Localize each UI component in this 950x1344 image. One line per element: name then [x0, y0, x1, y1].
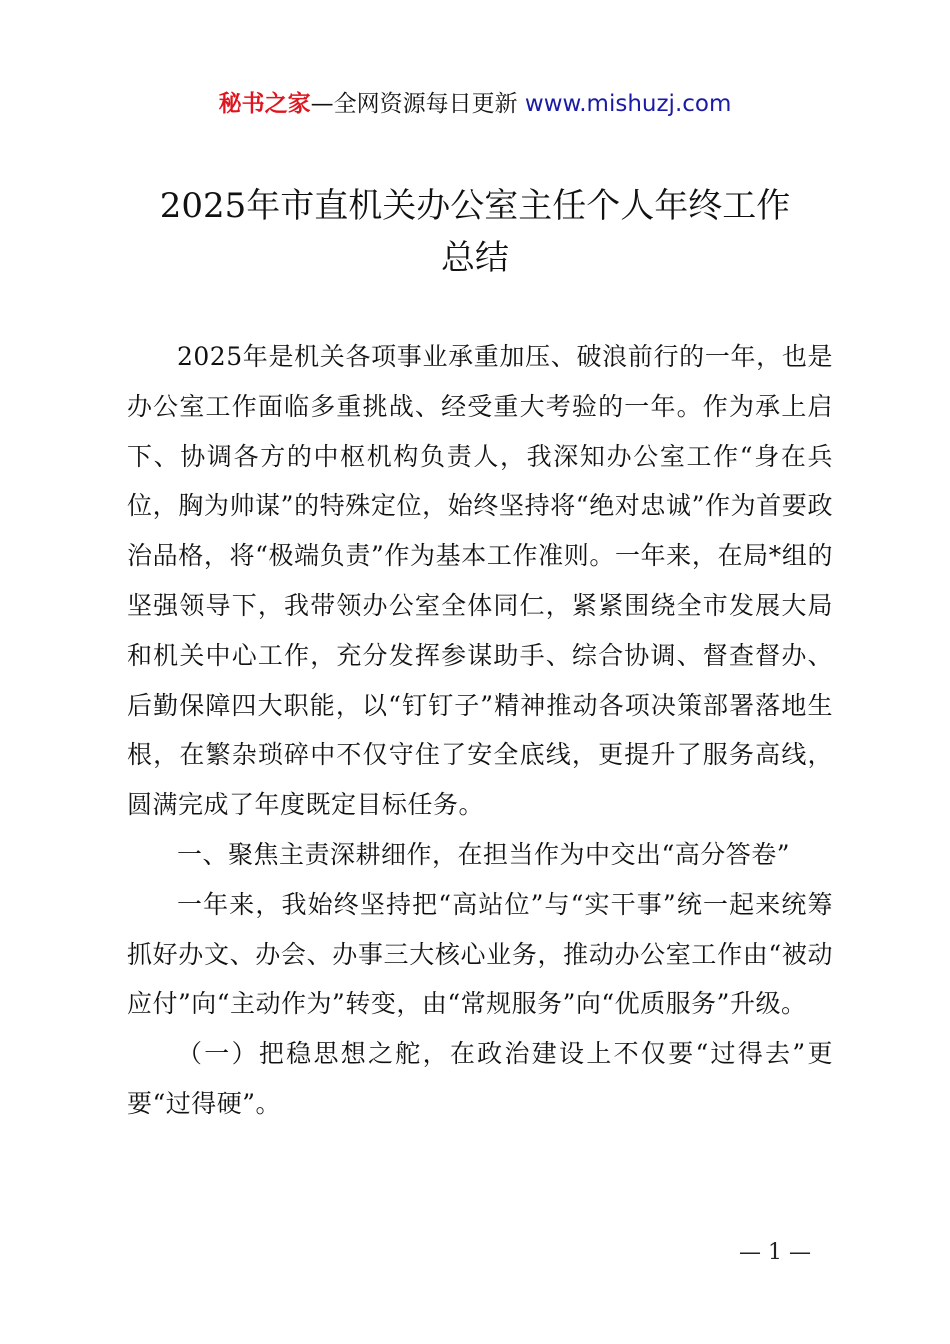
document-body	[127, 332, 833, 1129]
section-heading-1: 一、聚焦主责深耕细作，在担当作为中交出“高分答卷”	[177, 839, 791, 869]
website-link[interactable]: www.mishuzj.com	[524, 91, 732, 117]
intro-paragraph: 2025年是机关各项事业承重加压、破浪前行的一年，也是办公室工作面临多重挑战、经受重大考验的一年。作为承上启下、协调各方的中枢机构负责人，我深知办公室工作“身在兵位，胸为帅谋”的特殊定位，始终坚持将“绝对忠诚”作为首要政治品格，将“极端负责”作为基本工作准则。一年来，在局*组的坚强领导下，我带领办公室全体同仁，紧紧围绕全市发展大局和机关中心工作，充分发挥参谋助手、综合协调、督查督办、后勤保障四大职能，以“钉钉子”精神推动各项决策部署落地生根，在繁杂琐碎中不仅守住了安全底线，更提升了服务高线，圆满完成了年度既定目标任务。	[127, 342, 833, 820]
subsection-heading-1: （一）把稳思想之舵，在政治建设上不仅要“过得去”更要“过得硬”。	[127, 1039, 833, 1118]
section-paragraph: 一年来，我始终坚持把“高站位”与“实干事”统一起来统筹抓好办文、办会、办事三大核心业务，推动办公室工作由“被动应付”向“主动作为”转变，由“常规服务”向“优质服务”升级。	[127, 889, 833, 1019]
document-title	[100, 180, 850, 284]
header-slogan: —全网资源每日更新	[310, 91, 525, 117]
header-banner	[0, 86, 950, 122]
brand-name: 秘书之家	[218, 91, 311, 117]
title-line-1: 2025年市直机关办公室主任个人年终工作	[159, 186, 791, 226]
page-number: — 1 —	[739, 1240, 811, 1265]
title-line-2: 总结	[441, 238, 509, 278]
